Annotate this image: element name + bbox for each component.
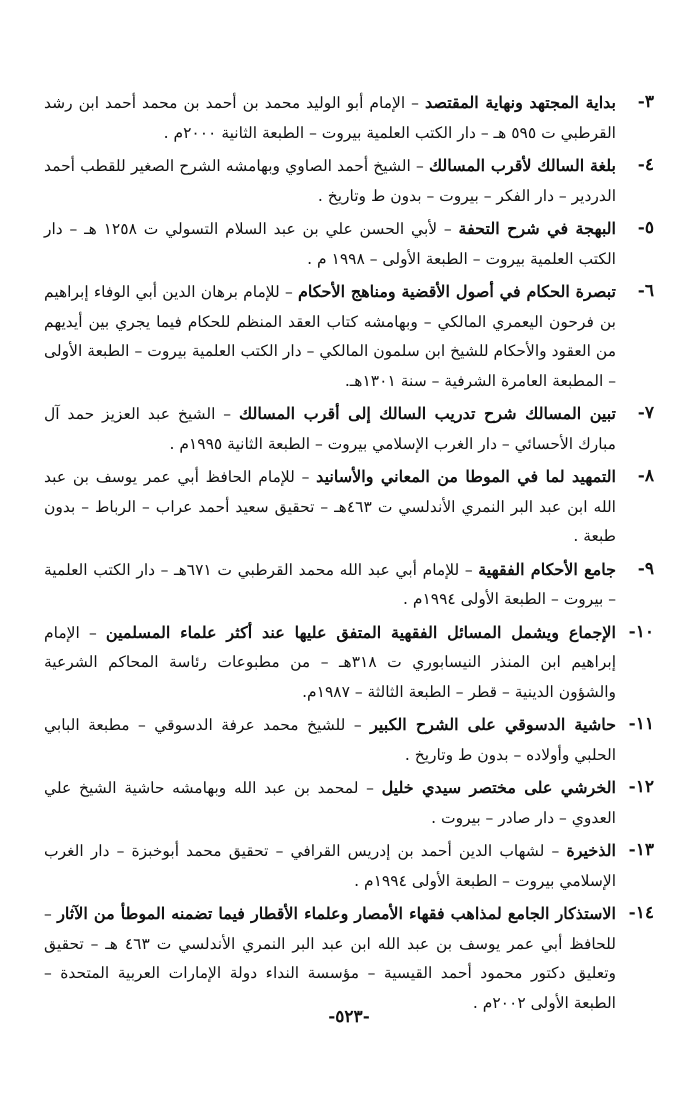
entry-title: بلغة السالك لأقرب المسالك (428, 156, 616, 175)
entry-title: الإجماع ويشمل المسائل الفقهية المتفق عليها عند أكثر علماء المسلمين (105, 622, 616, 642)
entry-number: ١٢- (628, 777, 654, 797)
bibliography-entry (44, 773, 654, 833)
entry-number: ٧- (637, 403, 654, 423)
entry-title: تبين المسالك شرح تدريب السالك إلى أقرب المسالك (238, 404, 616, 423)
entry-title: الاستذكار الجامع لمذاهب فقهاء الأمصار وعلماء الأقطار فيما تضمنه الموطأ من الآثار (57, 904, 616, 923)
page-number: -٥٢٣- (328, 1007, 370, 1027)
bibliography-entry (44, 618, 654, 708)
bibliography-entry (44, 88, 654, 148)
bibliography-entry (44, 836, 654, 896)
entry-number: ١٣- (628, 840, 654, 860)
entry-title: الذخيرة (566, 841, 616, 860)
entry-text: – للإمام الحافظ أبي عمر يوسف بن عبد الله ابن عبد البر النمري الأندلسي ت ٤٦٣هـ – تحقيق سعيد أحمد عراب – الرباط – بدون طبعة . (44, 468, 616, 545)
entry-body (44, 836, 616, 896)
entry-text: – الإمام إبراهيم ابن المنذر النيسابوري ت ٣١٨هـ – من مطبوعات رئاسة المحاكم الشرعية والشؤون الدينية – قطر – الطبعة الثالثة – ١٩٨٧م. (44, 623, 616, 701)
bibliography-entry (44, 214, 654, 274)
entry-body (44, 399, 616, 459)
entry-title: جامع الأحكام الفقهية (478, 559, 616, 579)
entry-body (44, 710, 616, 770)
entry-text: – لشهاب الدين أحمد بن إدريس القرافي – تحقيق محمد أبوخبزة – دار الغرب الإسلامي بيروت – الطبعة الأولى ١٩٩٤م . (44, 842, 616, 890)
entry-number: ١٤- (628, 903, 654, 923)
entry-title: الخرشي على مختصر سيدي خليل (381, 778, 616, 797)
entry-title: حاشية الدسوقي على الشرح الكبير (370, 715, 616, 734)
entry-title: البهجة في شرح التحفة (458, 219, 616, 238)
entry-title: التمهيد لما في الموطا من المعاني والأسانيد (316, 467, 617, 486)
entry-text: – الشيخ عبد العزيز حمد آل مبارك الأحسائي – دار الغرب الإسلامي بيروت – الطبعة الثانية ١٩٩٥م . (44, 405, 616, 453)
entry-text: – للشيخ محمد عرفة الدسوقي – مطبعة البابي الحلبي وأولاده – بدون ط وتاريخ . (44, 716, 616, 764)
entry-number: ٦- (637, 281, 654, 301)
entry-body (44, 618, 616, 708)
entry-number: ١١- (628, 714, 654, 734)
bibliography-entry (44, 462, 654, 552)
entry-text: – للحافظ أبي عمر يوسف بن عبد الله ابن عبد البر النمري الأندلسي ت ٤٦٣ هـ – تحقيق وتعليق دكتور محمود أحمد القيسية – مؤسسة النداء دولة الإمارات العربية المتحدة – الطبعة الأولى ٢٠٠٢م . (44, 905, 616, 1012)
entry-text: – الإمام أبو الوليد محمد بن أحمد بن محمد أحمد ابن رشد القرطبي ت ٥٩٥ هـ – دار الكتب العلمية بيروت – الطبعة الثانية ٢٠٠٠م . (44, 94, 616, 142)
entry-title: بداية المجتهد ونهاية المقتصد (424, 93, 616, 112)
entry-number: ٤- (637, 155, 654, 175)
bibliography-entry (44, 399, 654, 459)
entry-number: ٩- (637, 558, 654, 579)
entry-text: – للإمام أبي عبد الله محمد القرطبي ت ٦٧١هـ – دار الكتب العلمية – بيروت – الطبعة الأولى ١٩٩٤م . (44, 560, 616, 608)
entry-body (44, 899, 616, 1018)
entry-number: ٨- (637, 466, 654, 486)
entry-body (44, 773, 616, 833)
bibliography-list (44, 88, 654, 1027)
entry-number: ١٠- (628, 621, 654, 642)
bibliography-entry (44, 710, 654, 770)
bibliography-entry (44, 555, 654, 615)
bibliography-entry (44, 277, 654, 396)
entry-body (44, 88, 616, 148)
bibliography-entry (44, 151, 654, 211)
entry-title: تبصرة الحكام في أصول الأقضية ومناهج الأحكام (297, 282, 616, 301)
entry-number: ٣- (637, 92, 654, 112)
entry-body (44, 277, 616, 396)
entry-body (44, 151, 616, 211)
entry-body (44, 555, 616, 615)
entry-body (44, 462, 616, 552)
bibliography-entry (44, 899, 654, 1018)
entry-body (44, 214, 616, 274)
entry-text: – لأبي الحسن علي بن عبد السلام التسولي ت ١٢٥٨ هـ – دار الكتب العلمية بيروت – الطبعة الأولى – ١٩٩٨ م . (44, 220, 616, 268)
entry-text: – للإمام برهان الدين أبي الوفاء إبراهيم بن فرحون اليعمري المالكي – وبهامشه كتاب العقد المنظم للحكام فيما يجري بين أيديهم من العقود والأحكام للشيخ ابن سلمون المالكي – دار الكتب العلمية بيروت – الطبعة الأولى – المطبعة العامرة الشرفية – سنة ١٣٠١هـ. (44, 283, 616, 390)
entry-text: – الشيخ أحمد الصاوي وبهامشه الشرح الصغير للقطب أحمد الدردير – دار الفكر – بيروت – بدون ط وتاريخ . (44, 157, 616, 205)
entry-text: – لمحمد بن عبد الله وبهامشه حاشية الشيخ علي العدوي – دار صادر – بيروت . (44, 779, 616, 827)
entry-number: ٥- (637, 218, 654, 238)
